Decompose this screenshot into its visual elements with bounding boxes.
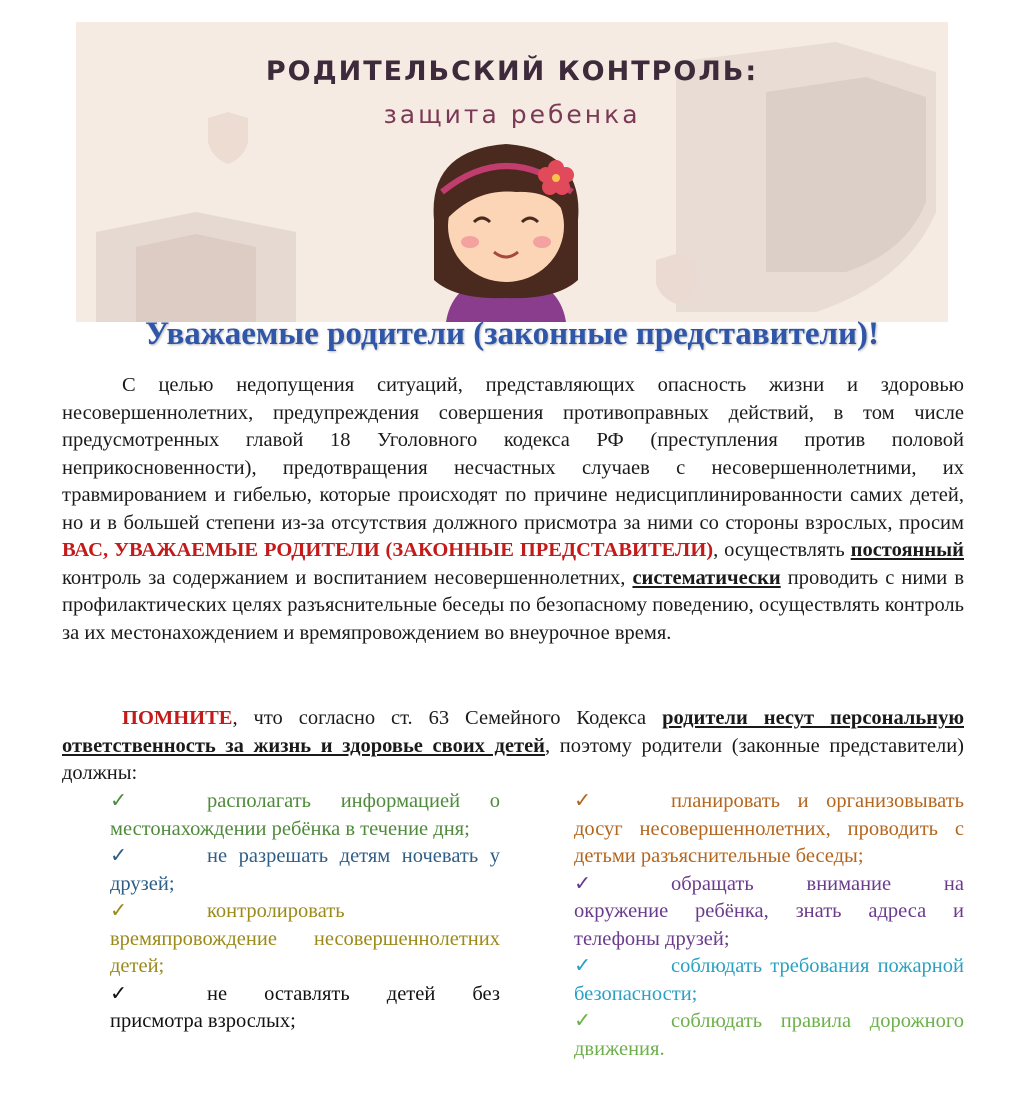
- list-item: [574, 871, 964, 954]
- list-item: [110, 843, 500, 898]
- checkmark-icon: ✓: [574, 872, 592, 895]
- responsibility-emphasis: родители несут персональную ответственность за жизнь и здоровье своих детей: [62, 707, 964, 757]
- checkmark-icon: ✓: [110, 790, 128, 812]
- list-item-text: соблюдать правила дорожного движения.: [574, 1010, 964, 1060]
- paragraph-text: , осуществлять: [713, 539, 851, 561]
- list-item: [574, 1008, 964, 1063]
- paragraph-intro: С целью недопущения ситуаций, представляющих опасность жизни и здоровью несовершеннолетних, предупреждения совершения противоправных действий, в том числе предусмотренных главой 18 Уголовного кодекса РФ (преступления против половой неприкосновенности), предотвращения несчастных случаев с несовершеннолетними, их травмированием и гибелью, которые происходят по причине недисциплинированности самих детей, но и в большей степени из-за отсутствия должного присмотра за ними со стороны взрослых, просим: [62, 374, 964, 534]
- list-item-text: планировать и организовывать досуг несовершеннолетних, проводить с детьми разъяснительные беседы;: [574, 790, 964, 867]
- remember-paragraph: [62, 705, 964, 788]
- list-item-text: не разрешать детям ночевать у друзей;: [110, 845, 500, 895]
- banner-title: РОДИТЕЛЬСКИЙ КОНТРОЛЬ:: [265, 56, 759, 87]
- checkmark-icon: ✓: [110, 900, 128, 922]
- paragraph-text: контроль за содержанием и воспитанием несовершеннолетних,: [62, 566, 633, 589]
- appeal-paragraph: [62, 372, 964, 647]
- emphasis-systematic: систематически: [632, 566, 781, 589]
- list-item: [110, 981, 500, 1036]
- list-item-text: располагать информацией о местонахождении ребёнка в течение дня;: [110, 790, 500, 840]
- page-heading: Уважаемые родители (законные представители)!: [144, 316, 880, 352]
- emphasis-constant: постоянный: [850, 539, 964, 561]
- list-item: [110, 788, 500, 843]
- checkmark-icon: ✓: [110, 845, 128, 867]
- girl-illustration: [406, 130, 606, 322]
- list-item: [574, 788, 964, 871]
- paragraph-text: проводить с ними в профилактических целях разъяснительные беседы по безопасному поведению, осуществлять контроль за их местонахождением и времяпровождением во внеурочное время.: [62, 566, 965, 644]
- checkmark-icon: ✓: [574, 955, 592, 977]
- paragraph-text: , что согласно ст. 63 Семейного Кодекса: [232, 707, 663, 729]
- list-item-text: контролировать времяпровождение несовершеннолетних детей;: [110, 900, 500, 977]
- checkmark-icon: ✓: [574, 790, 592, 812]
- remember-label: ПОМНИТЕ: [122, 707, 233, 729]
- list-item: [110, 898, 500, 981]
- list-item-text: соблюдать требования пожарной безопасности;: [574, 955, 964, 1005]
- duties-list-right: [574, 788, 964, 1063]
- list-item: [574, 953, 964, 1008]
- checkmark-icon: ✓: [574, 1010, 592, 1032]
- appeal-to-parents: ВАС, УВАЖАЕМЫЕ РОДИТЕЛИ (ЗАКОННЫЕ ПРЕДСТАВИТЕЛИ): [62, 539, 714, 561]
- banner-subtitle: защита ребенка: [383, 100, 641, 129]
- checkmark-icon: ✓: [110, 982, 128, 1005]
- banner-image: [76, 22, 948, 322]
- duties-list-left: [110, 788, 500, 1036]
- paragraph-text: , поэтому родители (законные представители) должны:: [62, 734, 964, 784]
- list-item-text: обращать внимание на окружение ребёнка, знать адреса и телефоны друзей;: [574, 872, 964, 950]
- list-item-text: не оставлять детей без присмотра взрослых;: [110, 982, 500, 1032]
